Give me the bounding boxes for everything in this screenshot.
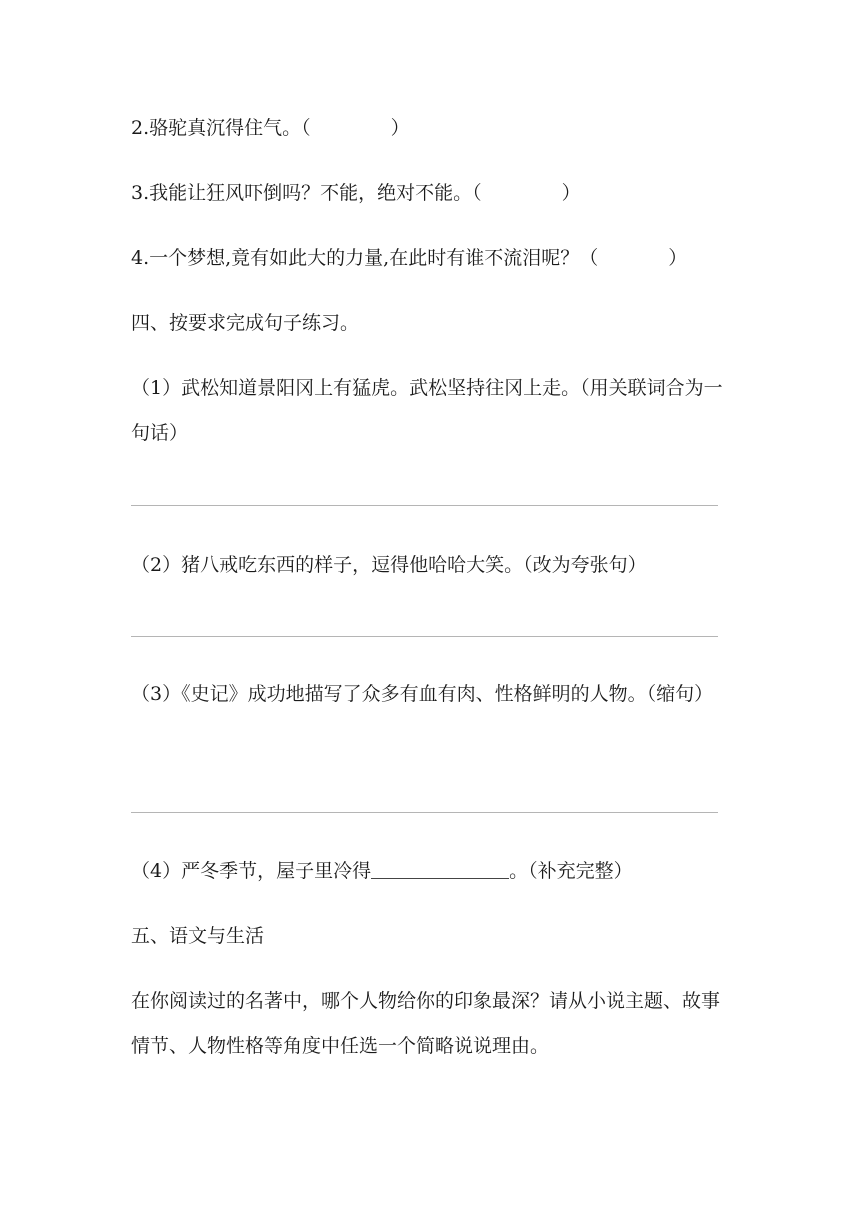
sentence-2-prompt: （2）猪八戒吃东西的样子，逗得他哈哈大笑。（改为夸张句） (131, 554, 647, 576)
question-3-text: 3.我能让狂风吓倒吗？不能，绝对不能。（ (131, 182, 482, 204)
question-4 (131, 246, 687, 270)
question-4-text: 4.一个梦想,竟有如此大的力量,在此时有谁不流泪呢？（ (131, 247, 599, 269)
sentence-1-prompt: （1）武松知道景阳冈上有猛虎。武松坚持往冈上走。（用关联词合为一句话） (131, 377, 723, 444)
answer-line-2[interactable] (131, 636, 718, 637)
section-4-heading: 四、按要求完成句子练习。 (131, 312, 360, 334)
section-5-prompt: 在你阅读过的名著中，哪个人物给你的印象最深？请从小说主题、故事情节、人物性格等角度中任选一个简略说说理由。 (131, 990, 721, 1057)
sentence-3-prompt: （3）《史记》成功地描写了众多有血有肉、性格鲜明的人物。（缩句） (131, 683, 714, 705)
section-5-heading: 五、语文与生活 (131, 925, 265, 947)
sentence-4-blank[interactable] (371, 860, 509, 879)
question-4-close: ） (668, 247, 688, 269)
answer-line-1[interactable] (131, 505, 718, 506)
question-2-text: 2.骆驼真沉得住气。（ (131, 117, 311, 139)
question-3 (131, 181, 581, 205)
sentence-4-before: （4）严冬季节，屋子里冷得 (131, 860, 372, 882)
answer-line-3[interactable] (131, 812, 718, 813)
sentence-4-after: 。（补充完整） (509, 860, 633, 882)
question-2 (131, 116, 410, 140)
sentence-4 (131, 859, 633, 883)
question-2-close: ） (390, 117, 410, 139)
question-3-close: ） (561, 182, 581, 204)
